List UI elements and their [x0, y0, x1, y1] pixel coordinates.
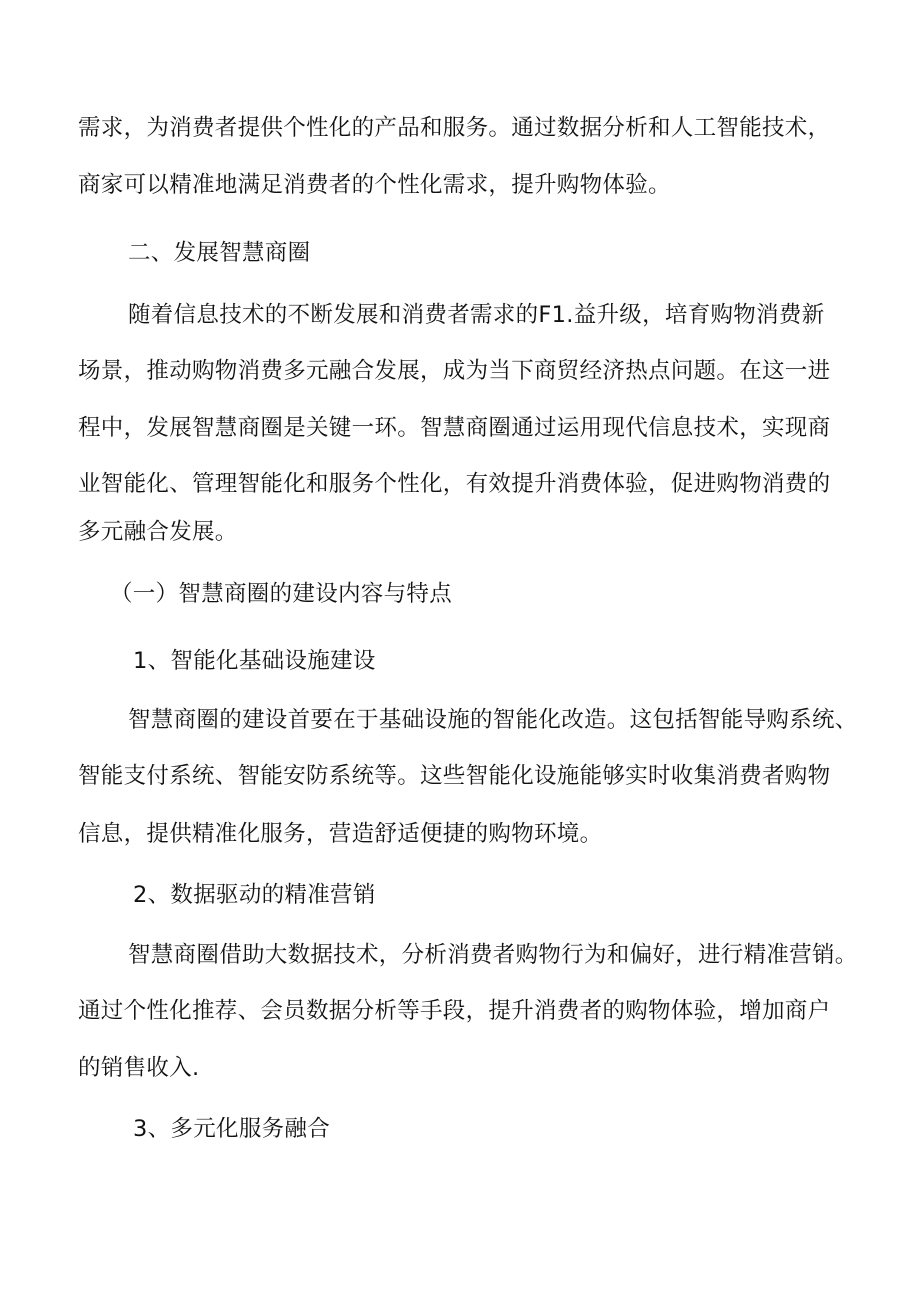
- section-heading: 二、发展智慧商圈: [128, 240, 311, 266]
- subsection-heading: （一）智慧商圈的建设内容与特点: [110, 581, 453, 607]
- paragraph-line: 智慧商圈借助大数据技术，分析消费者购物行为和偏好，进行精准营销。: [128, 942, 858, 968]
- paragraph-line: 随着信息技术的不断发展和消费者需求的F1.益升级，培育购物消费新: [128, 302, 825, 328]
- paragraph-line: 智慧商圈的建设首要在于基础设施的智能化改造。这包括智能导购系统、: [128, 707, 858, 733]
- paragraph-line: 的销售收入.: [78, 1055, 200, 1081]
- paragraph-line: 通过个性化推荐、会员数据分析等手段，提升消费者的购物体验，增加商户: [78, 998, 831, 1024]
- numbered-heading: 3、多元化服务融合: [133, 1116, 331, 1142]
- paragraph-line: 智能支付系统、智能安防系统等。这些智能化设施能够实时收集消费者购物: [78, 763, 831, 789]
- paragraph-line: 需求，为消费者提供个性化的产品和服务。通过数据分析和人工智能技术，: [78, 115, 831, 141]
- numbered-heading: 1、智能化基础设施建设: [133, 648, 376, 674]
- paragraph-line: 信息，提供精准化服务，营造舒适便捷的购物环境。: [78, 821, 603, 847]
- paragraph-line: 多元融合发展。: [78, 519, 238, 545]
- paragraph-line: 业智能化、管理智能化和服务个性化，有效提升消费体验，促进购物消费的: [78, 471, 831, 497]
- paragraph-line: 商家可以精准地满足消费者的个性化需求，提升购物体验。: [78, 172, 671, 198]
- paragraph-line: 程中，发展智慧商圈是关键一环。智慧商圈通过运用现代信息技术，实现商: [78, 415, 831, 441]
- paragraph-line: 场景，推动购物消费多元融合发展，成为当下商贸经济热点问题。在这一进: [78, 358, 831, 384]
- numbered-heading: 2、数据驱动的精准营销: [133, 882, 376, 908]
